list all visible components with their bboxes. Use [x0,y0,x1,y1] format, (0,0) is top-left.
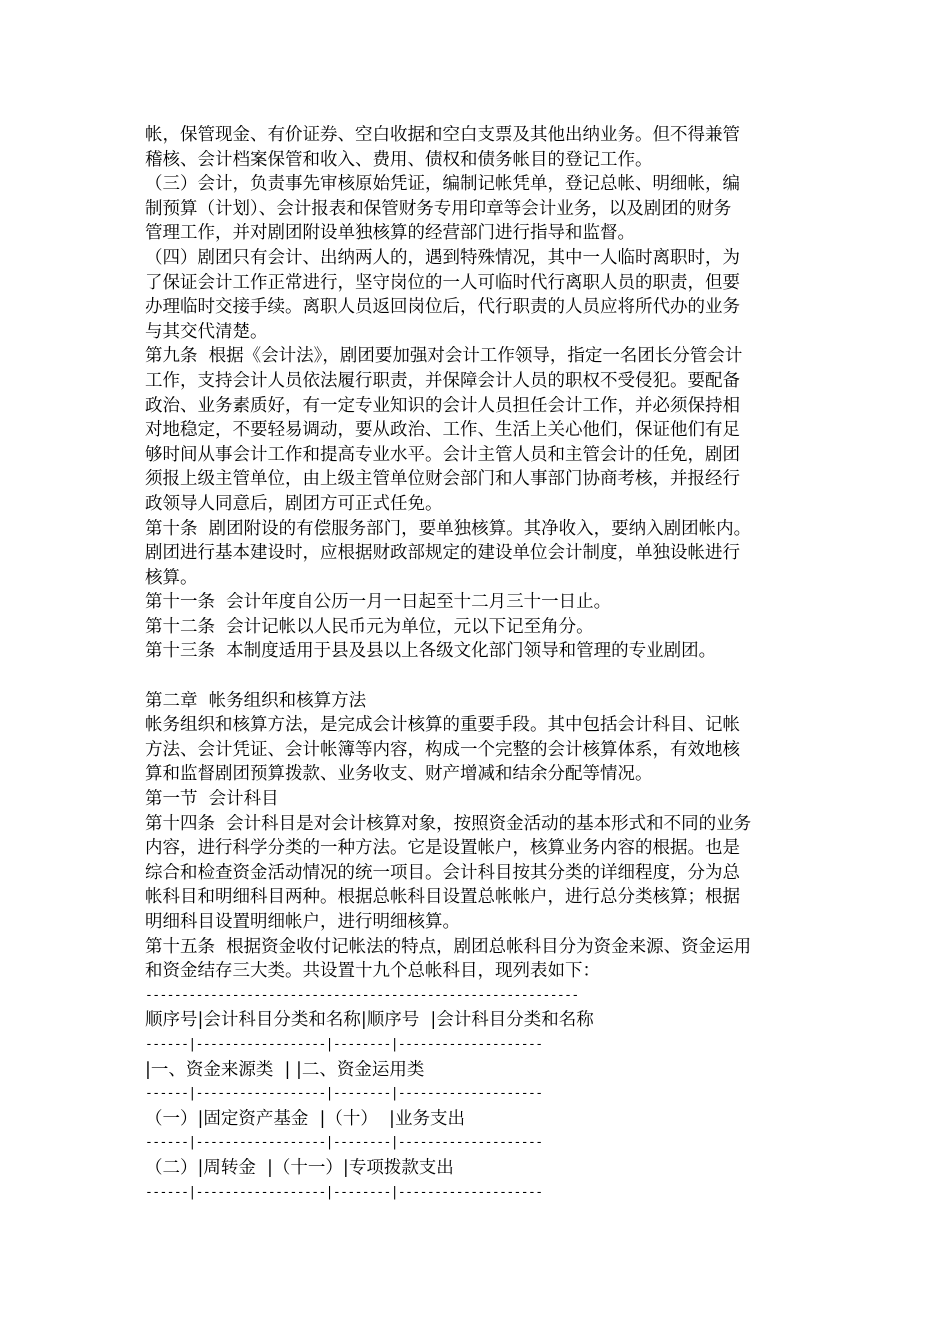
text-line: 帐，保管现金、有价证券、空白收据和空白支票及其他出纳业务。但不得兼管 [145,125,740,145]
document-page [145,123,815,1205]
text-line: 帐科目和明细科目两种。根据总帐科目设置总帐帐户，进行总分类核算；根据 [145,887,740,908]
text-line: 管理工作，并对剧团附设单独核算的经营部门进行指导和监督。 [145,223,635,244]
text-line: 第十一条 会计年度自公历一月一日起至十二月三十一日止。 [145,592,612,613]
text-line: （一）|固定资产基金 |（十） |业务支出 [145,1108,465,1129]
table-rule-line: ------|------------------|--------|-------------------- [145,1135,543,1151]
text-line: 了保证会计工作正常进行，坚守岗位的一人可临时代行离职人员的职责，但要 [145,272,740,293]
text-line: 帐务组织和核算方法，是完成会计核算的重要手段。其中包括会计科目、记帐 [145,715,740,736]
table-rule-line: ------------------------------------------------------------ [145,987,579,1003]
table-rule-line: ------|------------------|--------|-------------------- [145,1086,543,1102]
text-line: 对地稳定，不要轻易调动，要从政治、工作、生活上关心他们，保证他们有足 [145,420,740,441]
text-line: 第二章 帐务组织和核算方法 [145,690,367,711]
text-line: 内容，进行科学分类的一种方法。它是设置帐户，核算业务内容的根据。也是 [145,838,740,859]
text-line: 第十五条 根据资金收付记帐法的特点，剧团总帐科目分为资金来源、资金运用 [145,936,752,957]
text-line: 第十二条 会计记帐以人民币元为单位，元以下记至角分。 [145,616,594,637]
text-line: 稽核、会计档案保管和收入、费用、债权和债务帐目的登记工作。 [145,149,653,170]
text-line: 办理临时交接手续。离职人员返回岗位后，代行职责的人员应将所代办的业务 [145,297,740,318]
table-rule-line: ------|------------------|--------|-------------------- [145,1184,543,1200]
text-line: |一、资金来源类 | |二、资金运用类 [145,1059,425,1080]
text-line: 第一节 会计科目 [145,789,279,810]
text-line: 剧团进行基本建设时，应根据财政部规定的建设单位会计制度，单独设帐进行 [145,543,740,564]
text-line: 顺序号|会计科目分类和名称|顺序号 |会计科目分类和名称 [145,1010,594,1031]
text-line: 与其交代清楚。 [145,321,268,342]
text-line: 须报上级主管单位，由上级主管单位财会部门和人事部门协商考核，并报经行 [145,469,740,490]
text-line: 工作，支持会计人员依法履行职责，并保障会计人员的职权不受侵犯。要配备 [145,370,740,391]
text-line: （三）会计，负责事先审核原始凭证，编制记帐凭单，登记总帐、明细帐，编 [145,174,740,195]
text-line: 政治、业务素质好，有一定专业知识的会计人员担任会计工作，并必须保持相 [145,395,740,416]
text-line: （二）|周转金 |（十一）|专项拨款支出 [145,1157,454,1178]
text-line: 第十三条 本制度适用于县及县以上各级文化部门领导和管理的专业剧团。 [145,641,717,662]
text-line: （四）剧团只有会计、出纳两人的，遇到特殊情况，其中一人临时离职时，为 [145,247,740,268]
text-line: 够时间从事会计工作和提高专业水平。会计主管人员和主管会计的任免，剧团 [145,444,740,465]
text-line: 第十条 剧团附设的有偿服务部门，要单独核算。其净收入，要纳入剧团帐内。 [145,518,752,539]
text-line: 方法、会计凭证、会计帐簿等内容，构成一个完整的会计核算体系，有效地核 [145,739,740,760]
text-line: 核算。 [145,567,198,588]
text-line: 综合和检查资金活动情况的统一项目。会计科目按其分类的详细程度，分为总 [145,862,740,883]
blank-line [145,664,815,689]
text-line: 制预算（计划）、会计报表和保管财务专用印章等会计业务，以及剧团的财务 [145,198,732,219]
text-line: 算和监督剧团预算拨款、业务收支、财产增减和结余分配等情况。 [145,764,653,785]
table-rule-line: ------|------------------|--------|-------------------- [145,1036,543,1052]
text-line: 第九条 根据《会计法》，剧团要加强对会计工作领导，指定一名团长分管会计 [145,346,743,367]
text-line: 第十四条 会计科目是对会计核算对象，按照资金活动的基本形式和不同的业务 [145,813,752,834]
text-line: 明细科目设置明细帐户，进行明细核算。 [145,912,460,932]
text-line: 政领导人同意后，剧团方可正式任免。 [145,493,443,514]
text-line: 和资金结存三大类。共设置十九个总帐科目，现列表如下： [145,961,600,982]
